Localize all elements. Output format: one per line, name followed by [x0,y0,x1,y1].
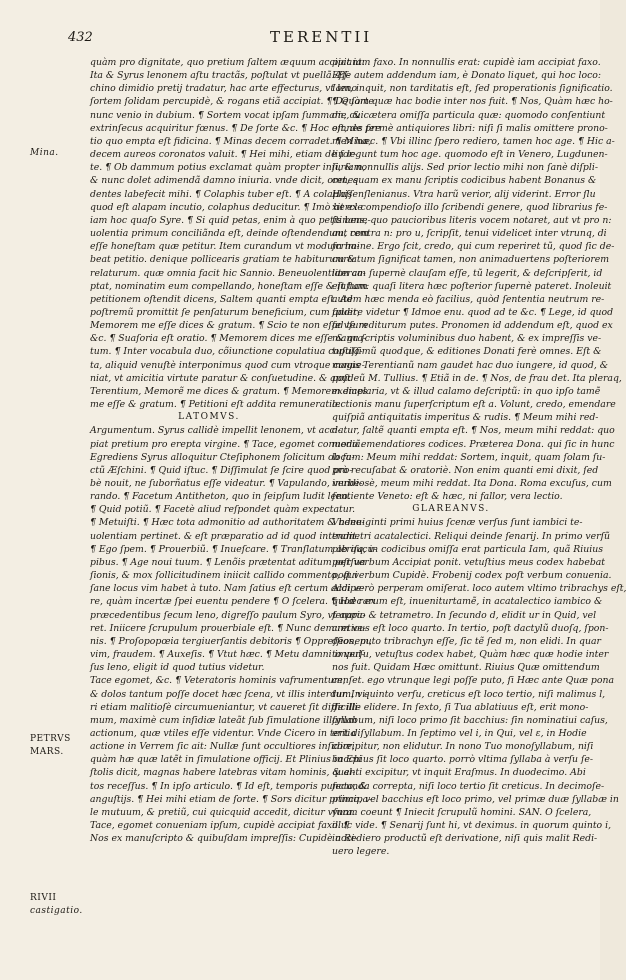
text-line: le mutuum, & pretiũ, cui quicquid accedit, dicitur vſura. [90,806,356,818]
text-line: nis. ¶ Proſopopœia tergiuerſantis debitoris ¶ Oppreſſionem, [90,635,372,647]
text-line: & dolos tantum poſſe docet hæc ſcena, vt illis interdum, vi- [90,688,369,700]
text-line: Eſſe autem addendum iam, è Donato liquet, qui hoc loco: [332,70,602,82]
text-line: literam ſupernè clauſam eſſe, tũ legerit, & deſcripſerit, id [332,267,603,279]
text-line: tuſtiſſimũ quodque, & editiones Donati ferè omnes. Eſt & [332,346,602,358]
text-line: & nunc dolet adimendã damno iniuria. vnde dicit, omnes [90,175,359,187]
left-column [90,56,381,845]
text-line: me eſſe & gratum. ¶ Petitioni eſt addita remuneratio. [90,399,341,411]
text-line: ſus leno, eligit id quod tutius videtur. [90,662,265,674]
text-line: deos, puto tribrachyn eſſe, ſic tẽ ſed m, non elidi. In quar [332,635,601,647]
margin-note-mars: MARS. [30,747,64,757]
text-line: uero legere. [332,846,390,858]
text-line: chino dimidio pretij tradatur, hac arte effecturus, vt leno [90,83,358,95]
text-line: cet, quam ex manu ſcriptis codicibus habent Bonanus & [332,175,597,187]
text-line: aut contra n: pro u, ſcripſit, tenui videlicet inter vtrunq, di [332,228,607,240]
text-line: mum, maximè cum inſidiæ lateãt ſub ſimulatione illarum [90,714,357,726]
text-line: die, & cætera omiſſa particula quæ: quomodo conſentiunt [332,109,606,121]
text-line: bacchius ſit loco quarto. porrò vltima ſyllaba à verſu ſe- [332,754,594,766]
text-line: re, quàm incertæ ſpei euentu pendere ¶ O ſcelera. ¶ Hæc ex [90,596,376,608]
text-line: Terentium, Memorẽ me dices & gratum. ¶ Memorem dices [90,385,368,397]
text-line: ta, aliquid venuſtè interponimus quod cum vtroque conue- [90,359,365,371]
text-line: Vndeuiginti primi huius ſcenæ verſus ſunt iambici te- [332,517,583,529]
text-line: tum. ¶ Inter vocabula duo, cõiunctione copulatiua copula- [90,346,363,358]
text-line: nunc venio in dubium. ¶ Sortem vocat ipſam ſummam, cui [90,109,364,121]
text-line: uolentia primum conciliãnda eſt, deinde oſtendendum, rem [90,228,369,240]
text-line: ſpuere videtur ¶ Idmoe enu. quod ad te &c. ¶ Lege, id quod [332,306,614,318]
text-line: pibus. ¶ Age noui tuum. ¶ Lenõis prætentat aditum perſua [90,556,366,568]
text-line: Egrediens Syrus alloquitur Cteſiphonem ſolicitum ob fa- [90,451,355,463]
text-line: quod eſt alapam incutio, colaphus deducitur. ¶ Imò hercle [90,201,363,213]
text-line: manu ſcriptis voluminibus duo habent, & ex impreſſis ve- [332,333,602,345]
text-line: illuc vide. ¶ Senarij ſunt hi, vt deximus. in quorum quinto i, [332,820,612,832]
text-line: lectionis manu ſuperſcriptum eſt a. Volunt, credo, emendare [332,399,616,411]
text-line: prà recuſabat & oratoriè. Non enim quanti emi dixit, ſed [332,464,599,476]
left-commentary-block-a [90,56,381,411]
text-line: te. ¶ Ob dammum potius exclamat quàm propter iniuriam, [90,162,366,174]
text-line: inuidiosè, meum mihi reddat. Ita Dona. Roma excuſus, cum [332,478,612,489]
text-line: actione in Verrem ſic ait: Nullæ ſunt occultiores inſidiæ, [90,741,355,753]
text-line: vim, fraudem. ¶ Auxeſis. ¶ Vtut hæc. ¶ Metu damni impul- [90,649,365,661]
text-line: poſt eũ M. Tullius. ¶ Etiã in de. ¶ Nos, de frau det. Ita pleraq, [332,372,622,384]
text-line: bè nouit, ne ſuborñatus eſſe videatur. ¶ Vapulando, verbe- [90,478,363,489]
text-line: decem aureos coronatos valuit. ¶ Hei mihi, etiam de for- [90,149,357,161]
text-line: locum: Meum mihi reddat: Sortem, inquit, quam ſolam ſu- [332,451,606,463]
text-line: ret. Iniicere ſcrupulum prouerbiale eſt. ¶ Nunc demum ve- [90,622,367,634]
text-line: ſionis, & mox ſollicitudinem iniicit callido commento, qui [90,570,358,582]
text-line: Aldi verò perperam omiſerat. loco autem vltimo tribrachys eſt, [332,583,626,595]
text-line: ſcrimine. Ergo ſcit, credo, qui cum reperiret tũ, quod ſic de- [332,241,615,253]
text-line: ad te rediturum putes. Pronomen id addendum eſt, quod ex [332,320,613,332]
text-line: iam hoc quaſo Syre. ¶ Si quid petas, enim à quo petis bene- [90,214,371,226]
text-line: quiſpiã antiquitatis imperitus & rudis. ¶ Meum mihi red- [332,412,599,424]
text-line: Argumentum. Syrus callidè impellit lenonem, vt acci- [90,425,341,437]
text-line: xit ex compendioſo illo ſcribendi genere, quod librarius fe- [332,201,608,213]
right-commentary-block-a [332,56,622,503]
text-line: ptimo, vel bacchius eſt loco primo, vel primæ duæ ſyllabæ in [332,793,619,805]
section-heading-glareanus: GLAREANVS. [412,504,490,515]
text-line: ¶ Metuiſti. ¶ Hæc tota admonitio ad authoritatem & bene- [90,517,365,529]
margin-note-petrus: PETRVS [30,734,71,744]
text-line: poſtremũ promittit ſe penſaturum beneficium, cum addit, [90,306,360,318]
text-line: trametri acatalectici. Reliqui deinde ſenarij. In primo verſũ [332,530,611,542]
text-line: dentes labefecit mihi. ¶ Colaphis tuber eſt. ¶ A colaphis [90,188,353,200]
text-line: relaturum. quæ omnia facit hic Sannio. Beneuolentiam ca- [90,267,366,279]
left-commentary-block-c [90,674,372,819]
text-line: autem hæc menda eò facilius, quòd ſententia neutrum re- [332,293,605,305]
text-line: tio quo empta eſt fidicina. ¶ Minas decem corradet. ¶ Mina, [90,135,372,147]
text-line: uolentiam pertinet. & eſt præparatio ad id quod intendit. [90,530,360,542]
text-line: magis Terentianũ nam gaudet hac duo iungere, id quod, & [332,359,609,371]
text-line: ptat, nominatim eum compellando, honeſtam eſſe & iuſtam [90,280,368,292]
text-line: de ille elidere. In ſexto, ſi Tua ablatiuus eſt, erit mono- [332,701,589,713]
text-line: ſtinans, quo paucioribus literis vocem notaret, aut vt pro n: [332,214,612,226]
running-title: TERENTII [270,28,373,46]
left-commentary-block-d [90,819,358,845]
text-line: petitionem oſtendit dicens, Saltem quanti empta eſt. Ad [90,293,353,305]
text-line: Ita & Syrus lenonem aſtu tractãs, poſtulat vt puellã Æſ- [90,70,351,82]
text-line: &c. ¶ Suaſoria eſt oratio. ¶ Memorem dices me eſſe & gra- [90,333,367,345]
text-line: rando. ¶ Facetum Antitheton, quo in ſeipſum ludit leno. [90,491,351,503]
text-line: actionum, quæ vtiles eſſe videntur. Vnde Cicero in tertia [90,727,356,739]
margin-note-castigatio: castigatio. [30,906,83,916]
text-line: ſortem ſolidam percupidè, & rogans etiã accipiat. ¶ De ſorte [90,96,374,108]
text-line: datur, ſaltẽ quanti empta eſt. ¶ Nos, meum mihi reddat: quo [332,425,615,437]
text-line: piat pretium pro erepta virgine. ¶ Tace, egomet conueniã. [90,438,364,450]
text-line: piat iam faxo. In nonnullis erat: cupidè iam accipiat faxo. [332,57,601,68]
text-line: ſentiente Veneto: eſt & hæc, ni fallor, vera lectio. [332,491,563,503]
text-line: eſſe honeſtam quæ petitur. Item curandum vt modum ha- [90,241,360,253]
text-line: Tace, egomet conueniam ipſum, cupidè accipiat faxo. ¶ [90,820,350,832]
text-line: ¶ Quàm quæ hac bodie inter nos fuit. ¶ Nos, Quàm hæc ho- [332,96,613,108]
right-column [332,56,626,859]
text-line: men hæc. ¶ Vbi illinc ſpero rediero, tamen hoc age. ¶ Hic a- [332,135,615,147]
text-line: vnam coeunt ¶ Iniecit ſcrupulũ homini. SAN. O ſcelera, [332,806,592,818]
text-line: poſt verbum Accipiat ponit. vetuſtius meus codex habebat [332,556,606,568]
text-line: quàm pro dignitate, quo pretium ſaltem æquum accipiant. [90,57,365,68]
text-line: ſenario & tetrametro. In ſecundo d, elidit ur in Quid, vel [332,609,597,621]
text-line: pleriſq, in codicibus omiſſa erat particula Iam, quã Riuius [332,543,603,555]
text-line: ctũ Æſchini. ¶ Quid iſtuc. ¶ Diſſimulat ſe ſcire quod pro- [90,464,353,476]
margin-note-mina: Mina. [30,148,59,158]
text-line: ¶ Quid potiũ. ¶ Facetè aliud reſpondet quàm expectatur. [90,504,356,516]
text-line: quenti excipitur, vt inquit Eraſmus. In duodecimo. Abi [332,767,586,779]
text-line: in Rediero productũ eſt derivatione, niſi quis malit Redi- [332,833,598,845]
text-line: extrinſecus acquiritur fœnus. ¶ De ſorte &c. ¶ Hoc eſt, de pre [90,122,381,134]
text-line: eſt tum: quaſi litera hæc poſterior ſupernè pateret. Inoleuit [332,280,612,292]
text-line: exemplaria, vt & illud calamo deſcriptũ: in quo ipſo tamẽ [332,385,601,397]
text-line: ſane locus vim habet à tuto. Nam ſatius eſt certum accipe- [90,583,365,595]
text-line: niat, vt amicitia virtute paratur & conſuetudine. & apud [90,372,354,384]
text-line: Memorem me eſſe dices & gratum. ¶ Scio te non eſſe vſum [90,320,368,332]
text-line: præcedentibus ſecum leno, digreſſo paulum Syro, vt appa- [90,609,366,621]
text-line: ¶ Ego ſpem. ¶ Prouerbiũ. ¶ Inueſcare. ¶ Tranſlatum ab aucu- [90,543,377,555]
text-line: cenſet. ego vtrunque legi poſſe puto, ſi Hæc ante Quæ pona [332,675,615,687]
text-line: quod rarum eſt, inueniturtamẽ, in acatalectico iambico & [332,596,603,608]
text-line: ſecunda correpta, niſi loco tertio ſit creticus. In decimoſe- [332,780,605,792]
text-line: ſi, & nonnullis alijs. Sed prior lectio mihi non ſanè diſpli- [332,162,598,174]
text-line: quàm hæ quæ latẽt in ſimulatione officij. Et Plinius in Epi [90,754,362,766]
text-line: Tace egomet, &c. ¶ Veteratoris hominis vafrumentum, [90,675,346,687]
right-commentary-block-b [332,516,626,858]
text-line: ſtolis dicit, magnas habere latebras vitam hominis, & al- [90,767,356,779]
text-line: liu legunt tum hoc age. quomodo eſt in Venero, Lugdunen- [332,149,608,161]
text-line: anguſtijs. ¶ Hei mihi etiam de ſorte. ¶ Sors dicitur principa- [90,793,372,805]
page-header [60,28,560,52]
text-line: beat petitio. denique pollicearis gratiam te habiturum & [90,254,356,266]
text-line: corripitur, non elidutur. In nono Tuo monoſyllabum, niſi [332,741,594,753]
text-line: creticus eſt loco quarto. In tertio, poſt dactylũ duoſq, ſpon- [332,622,609,634]
text-line: Nos ex manuſcripto & quibuſdam impreſſis: Cupidè acci- [90,833,358,845]
text-line: modo emendatiores codices. Præterea Dona. qui ſic in hunc [332,438,615,450]
text-line: ſyllabum, niſi loco primo ſit bacchius: ſin nominatiui caſus, [332,714,608,726]
text-line: erit diſyllabum. In ſeptimo vel i, in Qui, vel ε, in Hodie [332,727,587,739]
section-heading-latomus: LATOMVS. [178,412,240,423]
text-line: Haſſenſlenianus. Vtra harũ verior, alij viderint. Error ſlu [332,188,596,200]
text-line: curtatum ſignificat tamen, non animaduertens poſteriorem [332,254,610,266]
text-line: poſt verbum Cupidè. Frobenij codex poſt verbum conuenia. [332,570,612,582]
text-line: nos fuit. Quidam Hæc omittunt. Riuius Quæ omittendum [332,662,600,674]
text-line: Iam, inquit, non tarditatis eſt, ſed properationis ſignificatio. [332,83,613,95]
page-number: 432 [68,30,93,45]
text-line: to verſu, vetuſtus codex habet, Quàm hæc quæ hodie inter [332,649,609,661]
text-line: tos receſſus. ¶ In ipſo articulo. ¶ Id eſt, temporis puncto, & [90,780,368,792]
text-line: omnes fermè antiquiores libri: niſi ſi malis omittere prono- [332,122,608,134]
left-commentary-block-b [90,424,377,674]
text-line: tur. In quinto verſu, creticus eſt loco tertio, niſi malimus l, [332,688,606,700]
margin-note-rivii: RIVII [30,893,57,903]
text-line: ri etiam malitioſè circumueniantur, vt caueret ſit difficilli- [90,701,361,713]
